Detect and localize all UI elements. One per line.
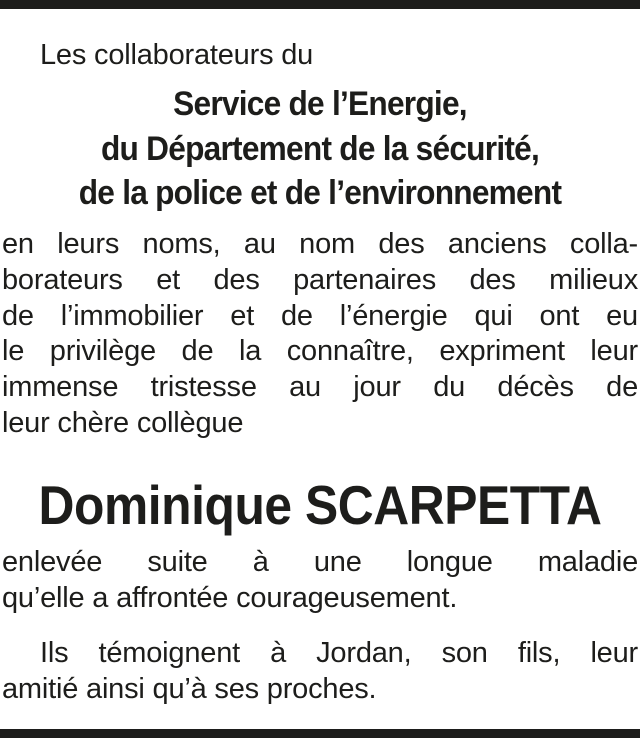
message-line: borateurs et des partenaires des milieux [2, 263, 638, 296]
deceased-name: Dominique SCARPETTA [38, 474, 602, 536]
organization-heading [24, 82, 615, 216]
closing-line: Ils témoignent à Jordan, son fils, leur [40, 637, 638, 669]
bottom-border-rule [0, 729, 640, 738]
cause-line: qu’elle a affrontée courageusement. [2, 581, 458, 614]
message-line: leur chère collègue [2, 406, 244, 439]
cause-line: enlevée suite à une longue maladie [2, 546, 638, 578]
organization-line: de la police et de l’environnement [78, 174, 562, 212]
top-border-rule [0, 0, 640, 9]
organization-line: du Département de la sécurité, [100, 129, 540, 168]
closing-text [2, 636, 638, 708]
closing-line: amitié ainsi qu’à ses proches. [2, 672, 377, 705]
message-line: de l’immobilier et de l’énergie qui ont eu [2, 299, 638, 332]
condolence-message [2, 227, 638, 442]
message-line: en leurs noms, au nom des anciens colla- [2, 228, 638, 260]
message-line: immense tristesse au jour du décès de [2, 371, 638, 404]
intro-text: Les collaborateurs du [40, 39, 314, 71]
cause-text [2, 545, 638, 617]
message-line: le privilège de la connaître, expriment leur [2, 335, 638, 368]
organization-line: Service de l’Energie, [173, 85, 467, 123]
